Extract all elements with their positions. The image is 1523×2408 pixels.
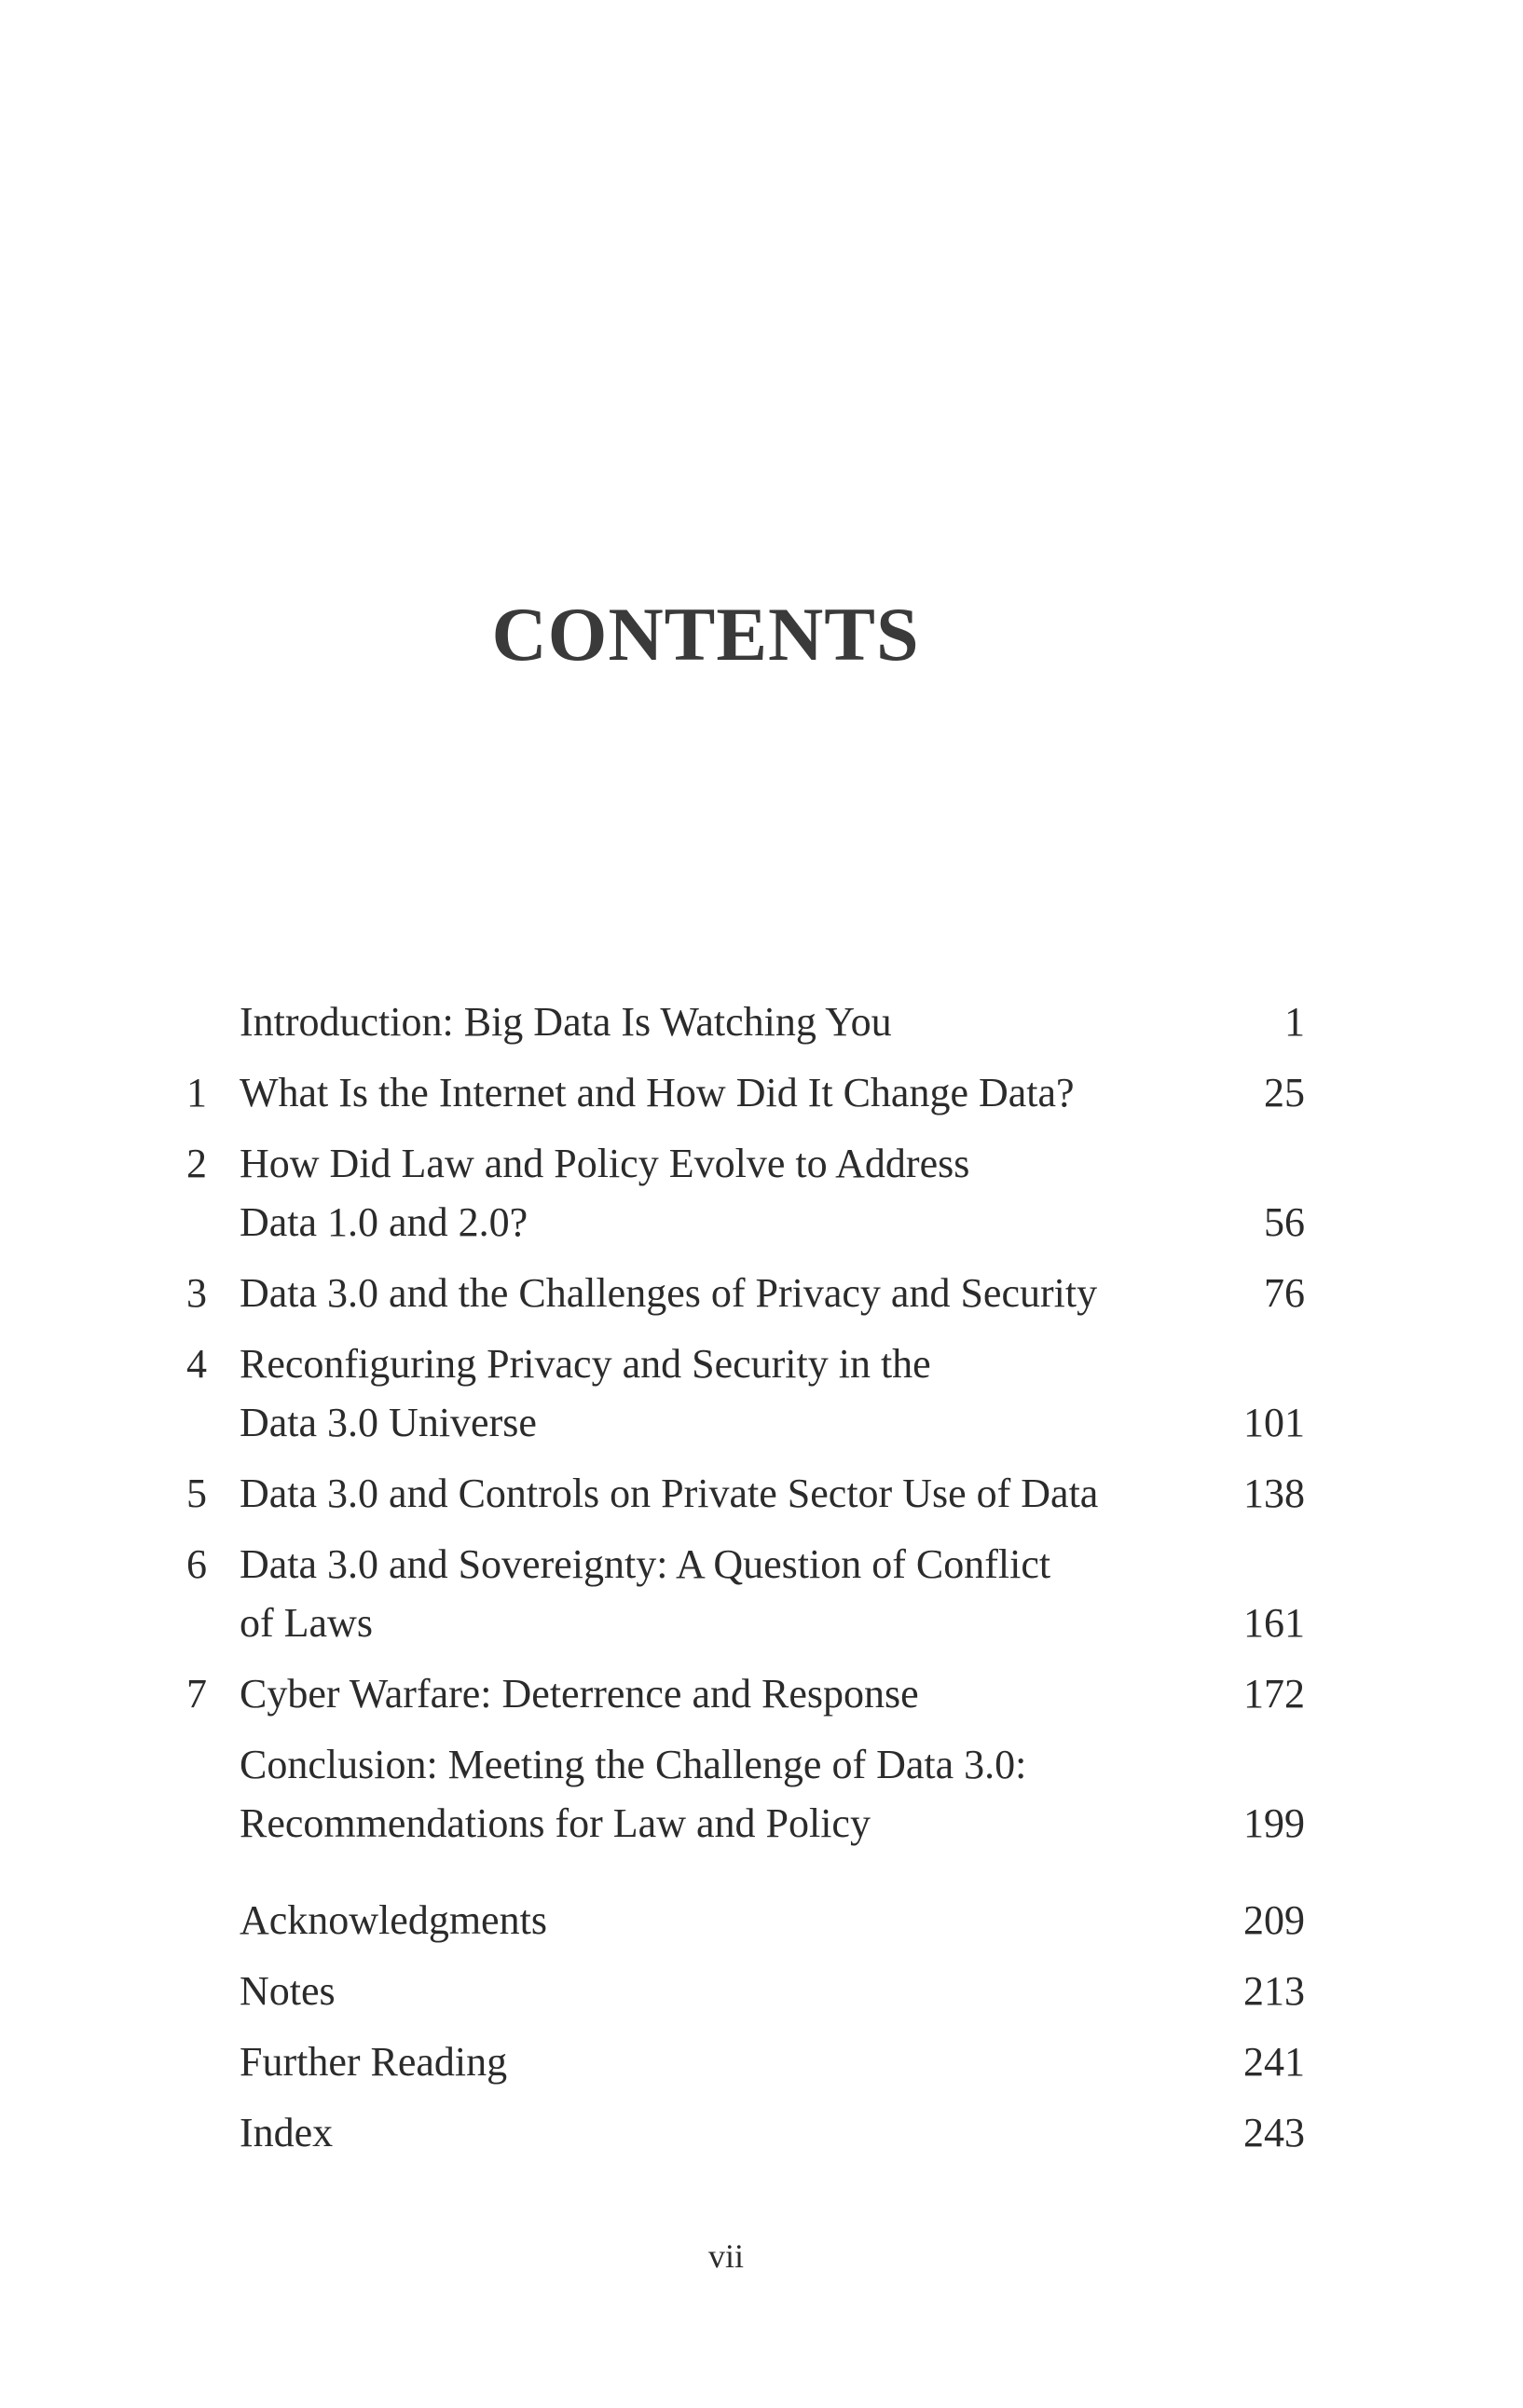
entry-title — [240, 1134, 1172, 1252]
entry-title — [240, 1464, 1172, 1523]
entry-page-number: 161 — [1243, 1600, 1305, 1646]
entry-title-line: Further Reading — [240, 2039, 508, 2085]
toc-entry — [149, 2103, 1305, 2162]
entry-page-number: 138 — [1243, 1471, 1305, 1516]
toc-entry — [149, 1664, 1305, 1723]
toc-entry — [149, 1134, 1305, 1252]
entry-page-number: 243 — [1243, 2110, 1305, 2155]
chapter-number: 1 — [186, 1070, 207, 1115]
entry-title-line: Index — [240, 2110, 334, 2155]
entry-page-number: 101 — [1243, 1400, 1305, 1445]
page-title: CONTENTS — [491, 592, 920, 677]
chapter-number: 6 — [186, 1541, 207, 1587]
entry-title-line: Data 3.0 and the Challenges of Privacy and Security — [240, 1270, 1098, 1316]
chapter-number: 4 — [186, 1341, 207, 1387]
entry-page-number: 213 — [1243, 1968, 1305, 2014]
entry-title — [240, 1334, 1172, 1452]
toc-entry — [149, 1962, 1305, 2020]
chapter-number: 2 — [186, 1141, 207, 1186]
entry-title — [240, 2032, 1172, 2091]
entry-title — [240, 1664, 1172, 1723]
chapter-number: 3 — [186, 1270, 207, 1316]
entry-page-number: 56 — [1264, 1199, 1305, 1245]
toc-entry — [149, 1264, 1305, 1322]
toc-entry — [149, 1535, 1305, 1652]
entry-title-line: of Laws — [240, 1600, 373, 1646]
entry-page-number: 1 — [1284, 999, 1305, 1045]
entry-title — [240, 1962, 1172, 2020]
table-of-contents — [149, 992, 1305, 2174]
toc-entry — [149, 1464, 1305, 1523]
entry-title — [240, 1264, 1172, 1322]
entry-page-number: 199 — [1243, 1800, 1305, 1846]
entry-title-line: What Is the Internet and How Did It Change Data? — [240, 1070, 1075, 1115]
entry-title — [240, 2103, 1172, 2162]
toc-entry — [149, 1334, 1305, 1452]
entry-title-line: Cyber Warfare: Deterrence and Response — [240, 1671, 919, 1717]
entry-title-line: Recommendations for Law and Policy — [240, 1800, 871, 1846]
entry-title — [240, 1735, 1172, 1853]
entry-title-line: Data 3.0 and Controls on Private Sector Use of Data — [240, 1471, 1099, 1516]
toc-entry — [149, 1735, 1305, 1853]
entry-title-line: Data 3.0 and Sovereignty: A Question of Conflict — [240, 1541, 1051, 1587]
entry-title — [240, 1535, 1172, 1652]
entry-title-line: Conclusion: Meeting the Challenge of Data 3.0: — [240, 1742, 1027, 1787]
toc-entry — [149, 992, 1305, 1051]
toc-entry — [149, 1891, 1305, 1950]
entry-title — [240, 1891, 1172, 1950]
toc-section-gap — [149, 1865, 1305, 1891]
entry-title-line: Notes — [240, 1968, 336, 2014]
chapter-number: 5 — [186, 1471, 207, 1516]
entry-title-line: Data 3.0 Universe — [240, 1400, 537, 1445]
page-number: vii — [707, 2237, 744, 2275]
entry-page-number: 76 — [1264, 1270, 1305, 1316]
toc-main-section — [149, 992, 1305, 1853]
toc-entry — [149, 2032, 1305, 2091]
toc-back-matter-section — [149, 1891, 1305, 2162]
entry-title-line: Acknowledgments — [240, 1897, 547, 1943]
toc-entry — [149, 1063, 1305, 1122]
entry-title — [240, 992, 1172, 1051]
entry-page-number: 209 — [1243, 1897, 1305, 1943]
entry-title-line: Introduction: Big Data Is Watching You — [240, 999, 892, 1045]
entry-page-number: 25 — [1264, 1070, 1305, 1115]
entry-page-number: 241 — [1243, 2039, 1305, 2085]
entry-title-line: Reconfiguring Privacy and Security in the — [240, 1341, 931, 1387]
entry-title-line: Data 1.0 and 2.0? — [240, 1199, 528, 1245]
entry-page-number: 172 — [1243, 1671, 1305, 1717]
entry-title-line: How Did Law and Policy Evolve to Address — [240, 1141, 970, 1186]
chapter-number: 7 — [186, 1671, 207, 1717]
entry-title — [240, 1063, 1172, 1122]
